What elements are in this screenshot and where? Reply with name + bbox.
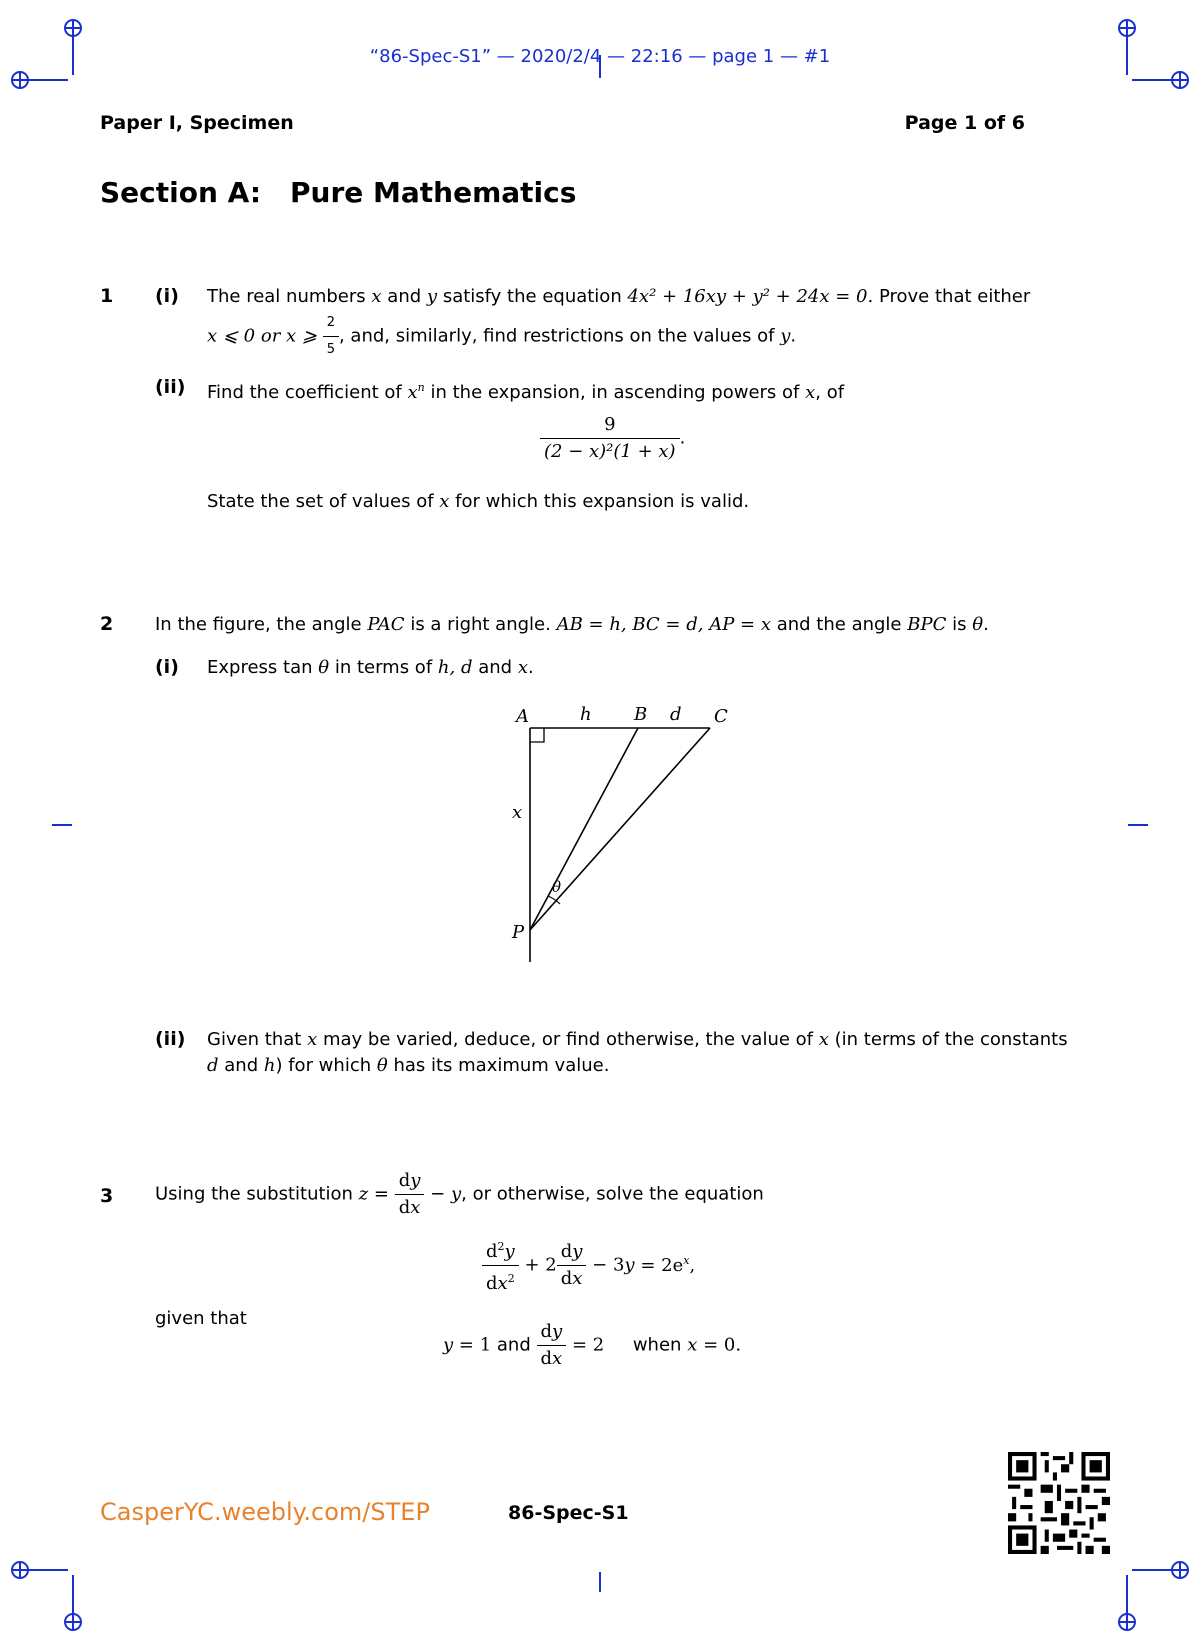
q2-part-ii-line2: d and h) for which θ has its maximum value.: [207, 1055, 610, 1076]
q3-intro: Using the substitution z = $\frac{dy}{dx}$ − y, or otherwise, solve the equation: [155, 1168, 764, 1221]
q1-part-i-label: (i): [155, 285, 179, 307]
q1-part-i-line1: The real numbers x and y satisfy the equation 4x² + 16xy + y² + 24x = 0. Prove that either: [207, 286, 1031, 307]
label-theta: θ: [552, 878, 562, 896]
label-C: C: [714, 706, 728, 727]
label-x: x: [512, 802, 523, 823]
qr-code-icon: [1008, 1452, 1110, 1554]
page-label: Page 1 of 6: [904, 112, 1025, 134]
q3-given: given that: [155, 1308, 247, 1329]
label-h: h: [580, 704, 592, 725]
job-header: “86-Spec-S1” — 2020/2/4 — 22:16 — page 1 — #1: [369, 46, 831, 67]
q1-part-i-line2: x ⩽ 0 or x ⩾ $\frac{2}{5}$ , and, similarly, find restrictions on the values of y.: [207, 310, 796, 363]
label-P: P: [512, 922, 525, 943]
paper-label: Paper I, Specimen: [100, 112, 294, 134]
q3-initial-conditions: y = 1 and $\frac{dy}{dx}$ = 2 when x = 0.: [443, 1319, 741, 1372]
footer-link[interactable]: CasperYC.weebly.com/STEP: [100, 1498, 430, 1526]
q1-part-ii-line1: Find the coefficient of $x^n$ in the expansion, in ascending powers of x, of: [207, 381, 845, 403]
q2-part-ii-label: (ii): [155, 1028, 186, 1050]
q1-fraction: $\frac{9}{\text{(2 − x)²(1 + x)}}$ .: [540, 412, 685, 465]
label-d: d: [670, 704, 682, 725]
q2-part-i-label: (i): [155, 656, 179, 678]
q1-part-ii-state: State the set of values of x for which this expansion is valid.: [207, 491, 750, 512]
q2-part-i-text: Express tan θ in terms of h, d and x.: [207, 657, 534, 678]
question-2-number: 2: [100, 613, 114, 635]
label-B: B: [634, 704, 648, 725]
section-label: Section A:: [100, 176, 262, 209]
question-3-number: 3: [100, 1185, 114, 1207]
section-title: Pure Mathematics: [290, 176, 577, 209]
q2-part-ii-line1: Given that x may be varied, deduce, or find otherwise, the value of x (in terms of the constants: [207, 1029, 1068, 1050]
triangle-figure: [500, 700, 760, 970]
q2-intro: In the figure, the angle PAC is a right angle. AB = h, BC = d, AP = x and the angle BPC is θ.: [155, 614, 989, 635]
q3-differential-equation: $\frac{d^2y}{dx^2}$ + 2 $\frac{dy}{dx}$ − $3y = 2e^x$,: [482, 1234, 695, 1297]
question-1-number: 1: [100, 285, 114, 307]
label-A: A: [516, 706, 529, 727]
footer-code: 86-Spec-S1: [508, 1502, 629, 1524]
q1-part-ii-label: (ii): [155, 376, 186, 398]
